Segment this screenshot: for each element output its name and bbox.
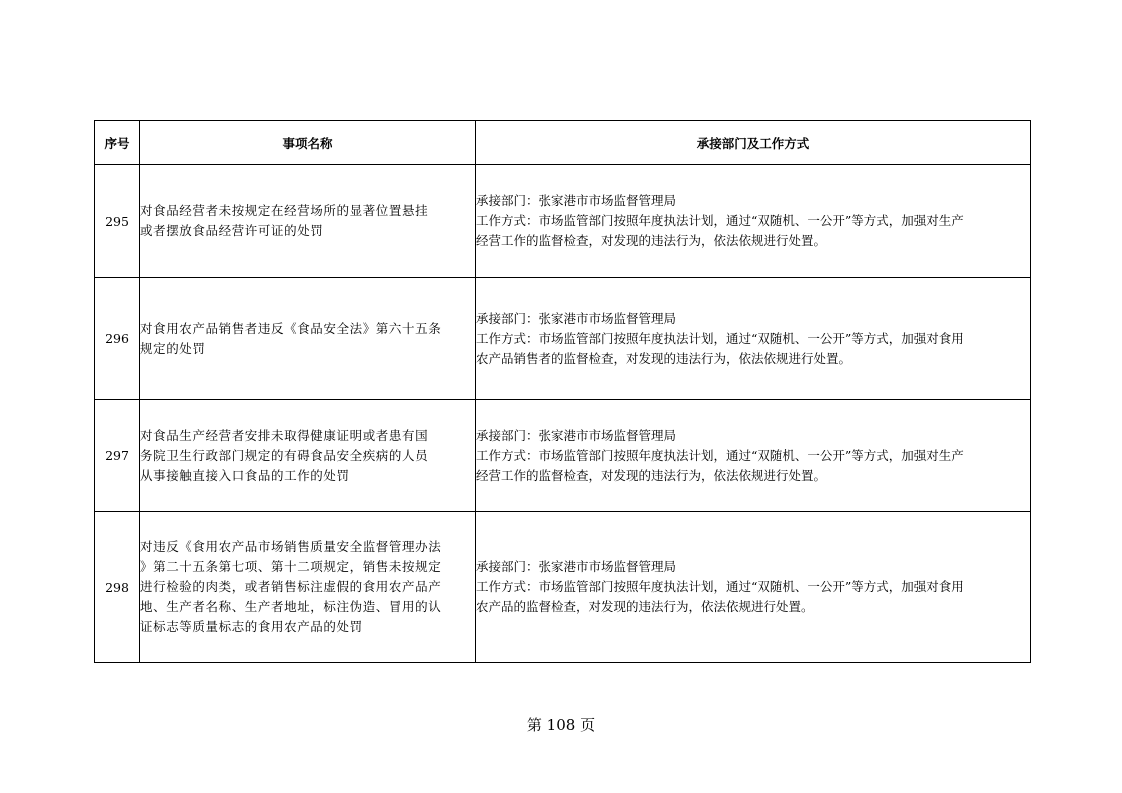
matter-name-line: 从事接触直接入口食品的工作的处罚 [140,467,350,483]
table-row [95,278,1031,400]
method-line: 工作方式：市场监管部门按照年度执法计划，通过“双随机、一公开”等方式，加强对食用 [476,579,964,594]
row-number: 295 [95,165,140,278]
matter-name-line: 对食用农产品销售者违反《食品安全法》第六十五条 [140,320,442,336]
header-name: 事项名称 [140,121,476,165]
table-row [95,165,1031,278]
matter-name [140,278,476,400]
matter-name-line: 规定的处罚 [140,340,206,356]
matter-name-line: 对违反《食用农产品市场销售质量安全监督管理办法 [140,539,442,554]
method-line: 农产品销售者的监督检查，对发现的违法行为，依法依规进行处置。 [476,350,852,366]
page-number: 第 108 页 [526,716,596,734]
matter-name [140,400,476,512]
method-line: 经营工作的监督检查，对发现的违法行为，依法依规进行处置。 [476,467,827,483]
table-row [95,400,1031,512]
matter-name [140,512,476,663]
row-number: 298 [95,512,140,663]
row-number: 297 [95,400,140,512]
header-dept: 承接部门及工作方式 [476,121,1031,165]
table-header-row [95,121,1031,165]
matter-name-line: 对食品经营者未按规定在经营场所的显著位置悬挂 [140,203,429,218]
method-line: 农产品的监督检查，对发现的违法行为，依法依规进行处置。 [476,599,814,614]
method-line: 工作方式：市场监管部门按照年度执法计划，通过“双随机、一公开”等方式，加强对生产 [476,213,964,228]
method-line: 工作方式：市场监管部门按照年度执法计划，通过“双随机、一公开”等方式，加强对食用 [476,330,964,346]
matter-name [140,165,476,278]
matter-name-line: 或者摆放食品经营许可证的处罚 [140,223,324,238]
dept-line: 承接部门：张家港市市场监督管理局 [476,310,677,326]
header-seq: 序号 [95,121,140,165]
matter-name-line: 进行检验的肉类，或者销售标注虚假的食用农产品产 [140,579,442,594]
method-line: 经营工作的监督检查，对发现的违法行为，依法依规进行处置。 [476,233,827,248]
matter-name-line: 》第二十五条第七项、第十二项规定，销售未按规定 [140,559,442,574]
dept-method [476,165,1031,278]
matter-name-line: 务院卫生行政部门规定的有碍食品安全疾病的人员 [140,447,429,463]
method-line: 工作方式：市场监管部门按照年度执法计划，通过“双随机、一公开”等方式，加强对生产 [476,447,964,463]
matter-name-line: 证标志等质量标志的食用农产品的处罚 [140,619,363,634]
dept-line: 承接部门：张家港市市场监督管理局 [476,193,677,208]
table-row [95,512,1031,663]
dept-method [476,400,1031,512]
matter-name-line: 对食品生产经营者安排未取得健康证明或者患有国 [140,427,429,443]
dept-line: 承接部门：张家港市市场监督管理局 [476,427,677,443]
dept-line: 承接部门：张家港市市场监督管理局 [476,559,677,574]
dept-method [476,512,1031,663]
row-number: 296 [95,278,140,400]
matters-table [94,120,1031,663]
matter-name-line: 地、生产者名称、生产者地址，标注伪造、冒用的认 [140,599,442,614]
dept-method [476,278,1031,400]
